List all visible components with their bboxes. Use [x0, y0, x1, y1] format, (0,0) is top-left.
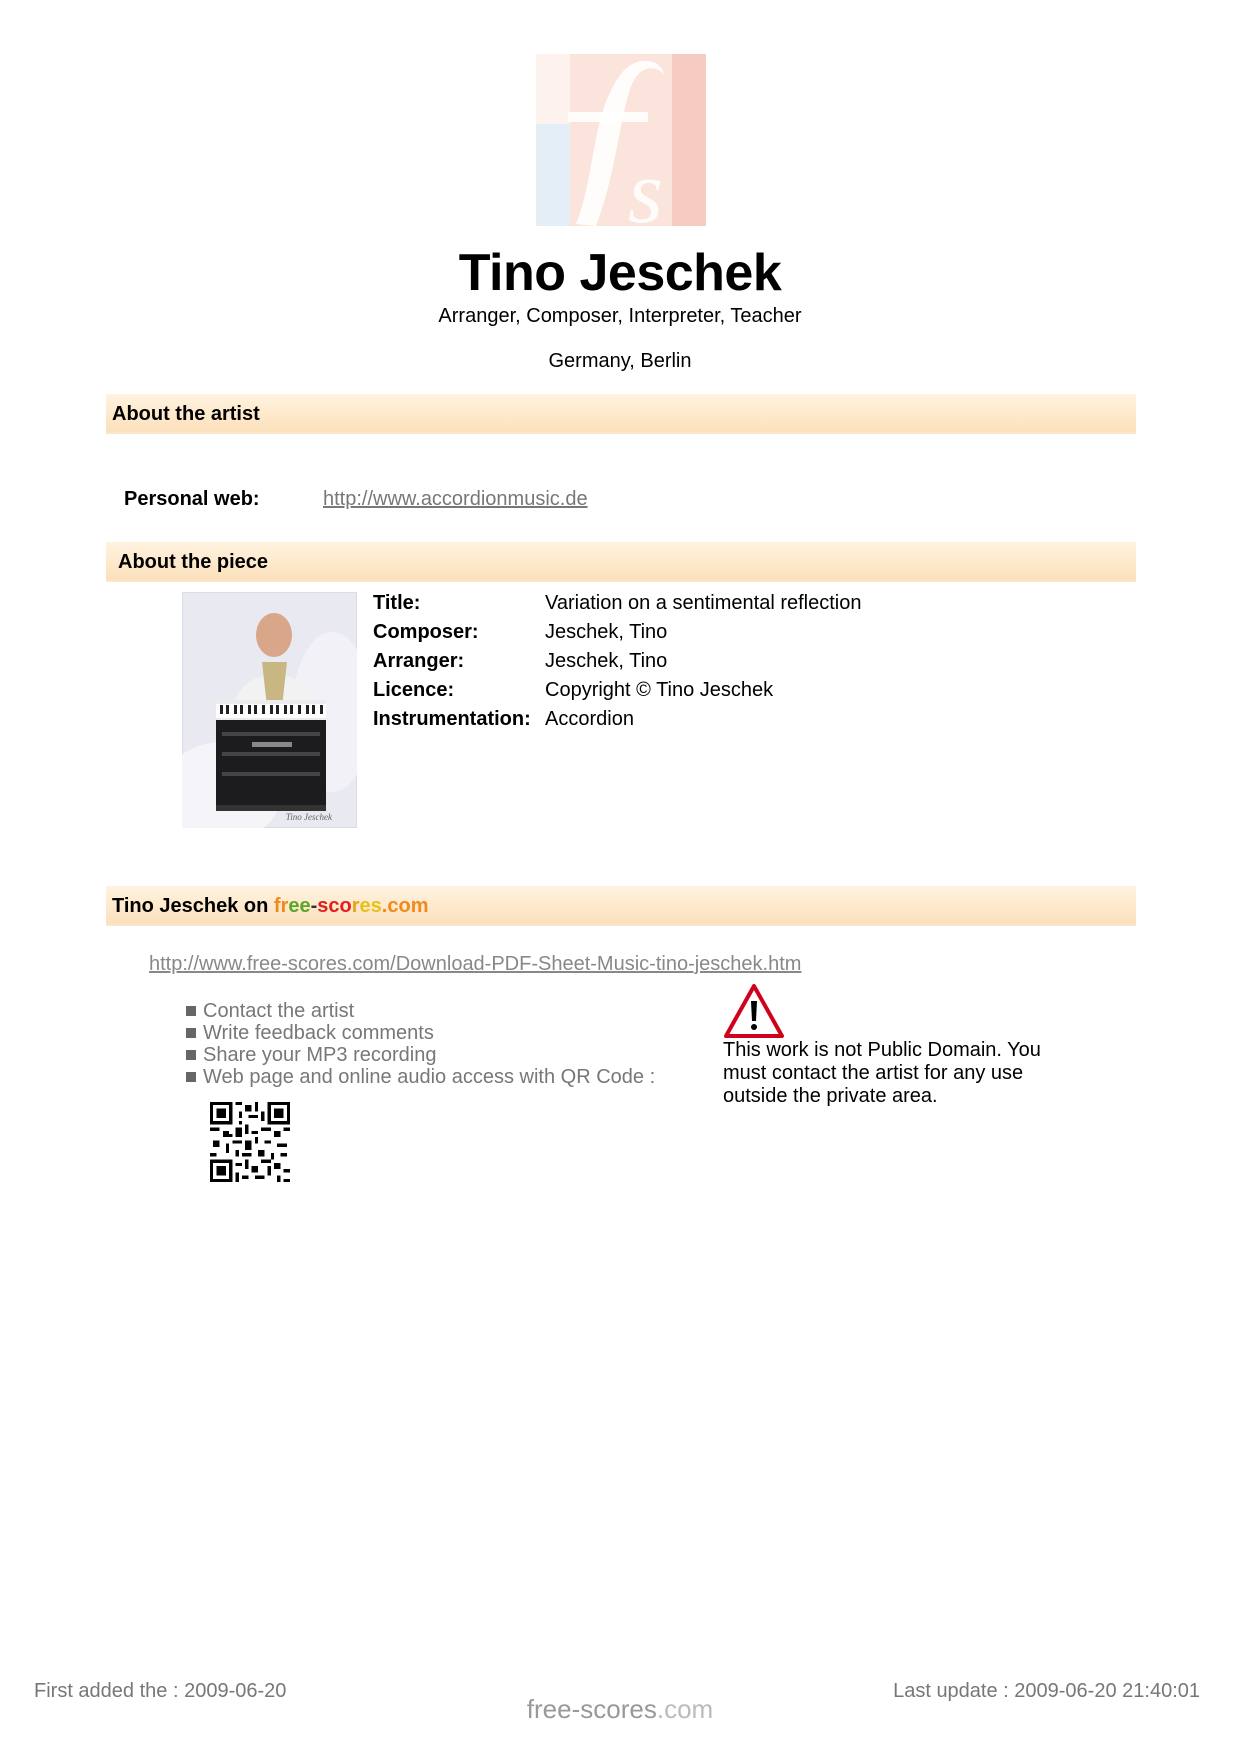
- share-mp3-link[interactable]: [186, 1044, 436, 1067]
- freescores-heading-prefix: Tino Jeschek on: [112, 895, 274, 917]
- arranger-key: Arranger:: [373, 650, 465, 672]
- licence-key: Licence:: [373, 679, 455, 701]
- brand-part: r: [351, 895, 360, 917]
- personal-web-label: Personal web:: [124, 488, 260, 510]
- instrumentation-value: Accordion: [545, 708, 634, 730]
- svg-text:s: s: [628, 143, 664, 226]
- freescores-heading: [112, 895, 428, 918]
- about-artist-header: [106, 394, 1136, 434]
- brand-part: ee: [288, 895, 311, 917]
- bullet-icon: [186, 1006, 196, 1016]
- bullet-icon: [186, 1028, 196, 1038]
- title-value: Variation on a sentimental reflection: [545, 592, 862, 614]
- warning-icon: [723, 983, 785, 1039]
- brand-part: fr: [273, 895, 289, 917]
- footer-logo-main: free-scores: [526, 1694, 657, 1724]
- instrumentation-key: Instrumentation:: [373, 708, 531, 730]
- brand-part: sco: [317, 895, 352, 917]
- share-mp3-label: Share your MP3 recording: [203, 1044, 437, 1066]
- arranger-value: Jeschek, Tino: [545, 650, 668, 672]
- first-added-date: First added the : 2009-06-20: [34, 1680, 287, 1702]
- feedback-comments-link[interactable]: [186, 1022, 434, 1045]
- title-key: Title:: [373, 592, 421, 614]
- bullet-icon: [186, 1072, 196, 1082]
- brand-part: .com: [381, 895, 429, 917]
- personal-web-link[interactable]: http://www.accordionmusic.de: [323, 488, 588, 510]
- footer-logo-suffix: .com: [656, 1694, 714, 1724]
- contact-artist-link[interactable]: [186, 1000, 354, 1023]
- feedback-comments-label: Write feedback comments: [203, 1022, 434, 1044]
- artist-photo: [182, 592, 357, 828]
- freescores-header: [106, 886, 1136, 926]
- copyright-warning-text: This work is not Public Domain. You must contact the artist for any use outside the private area.: [723, 1039, 1041, 1107]
- free-scores-brand: [274, 895, 429, 917]
- free-scores-logo: [536, 54, 706, 226]
- brand-part: -: [310, 895, 318, 917]
- svg-text:Tino Jeschek: Tino Jeschek: [285, 812, 332, 822]
- about-piece-heading: About the piece: [118, 551, 269, 573]
- contact-artist-label: Contact the artist: [203, 1000, 355, 1022]
- licence-value: Copyright © Tino Jeschek: [545, 679, 774, 701]
- freescores-artist-url[interactable]: http://www.free-scores.com/Download-PDF-Sheet-Music-tino-jeschek.htm: [149, 953, 802, 975]
- artist-name: Tino Jeschek: [458, 244, 782, 302]
- about-piece-header: [106, 542, 1136, 582]
- brand-part: es: [359, 895, 382, 917]
- artist-roles: Arranger, Composer, Interpreter, Teacher: [438, 305, 802, 327]
- composer-value: Jeschek, Tino: [545, 621, 668, 643]
- composer-key: Composer:: [373, 621, 479, 643]
- qr-code-label: Web page and online audio access with QR Code :: [203, 1066, 656, 1088]
- bullet-icon: [186, 1050, 196, 1060]
- last-update-date: Last update : 2009-06-20 21:40:01: [893, 1680, 1200, 1702]
- artist-location: Germany, Berlin: [548, 350, 692, 372]
- about-artist-heading: About the artist: [112, 403, 260, 425]
- qr-code[interactable]: [210, 1102, 290, 1182]
- qr-code-link[interactable]: [186, 1066, 655, 1089]
